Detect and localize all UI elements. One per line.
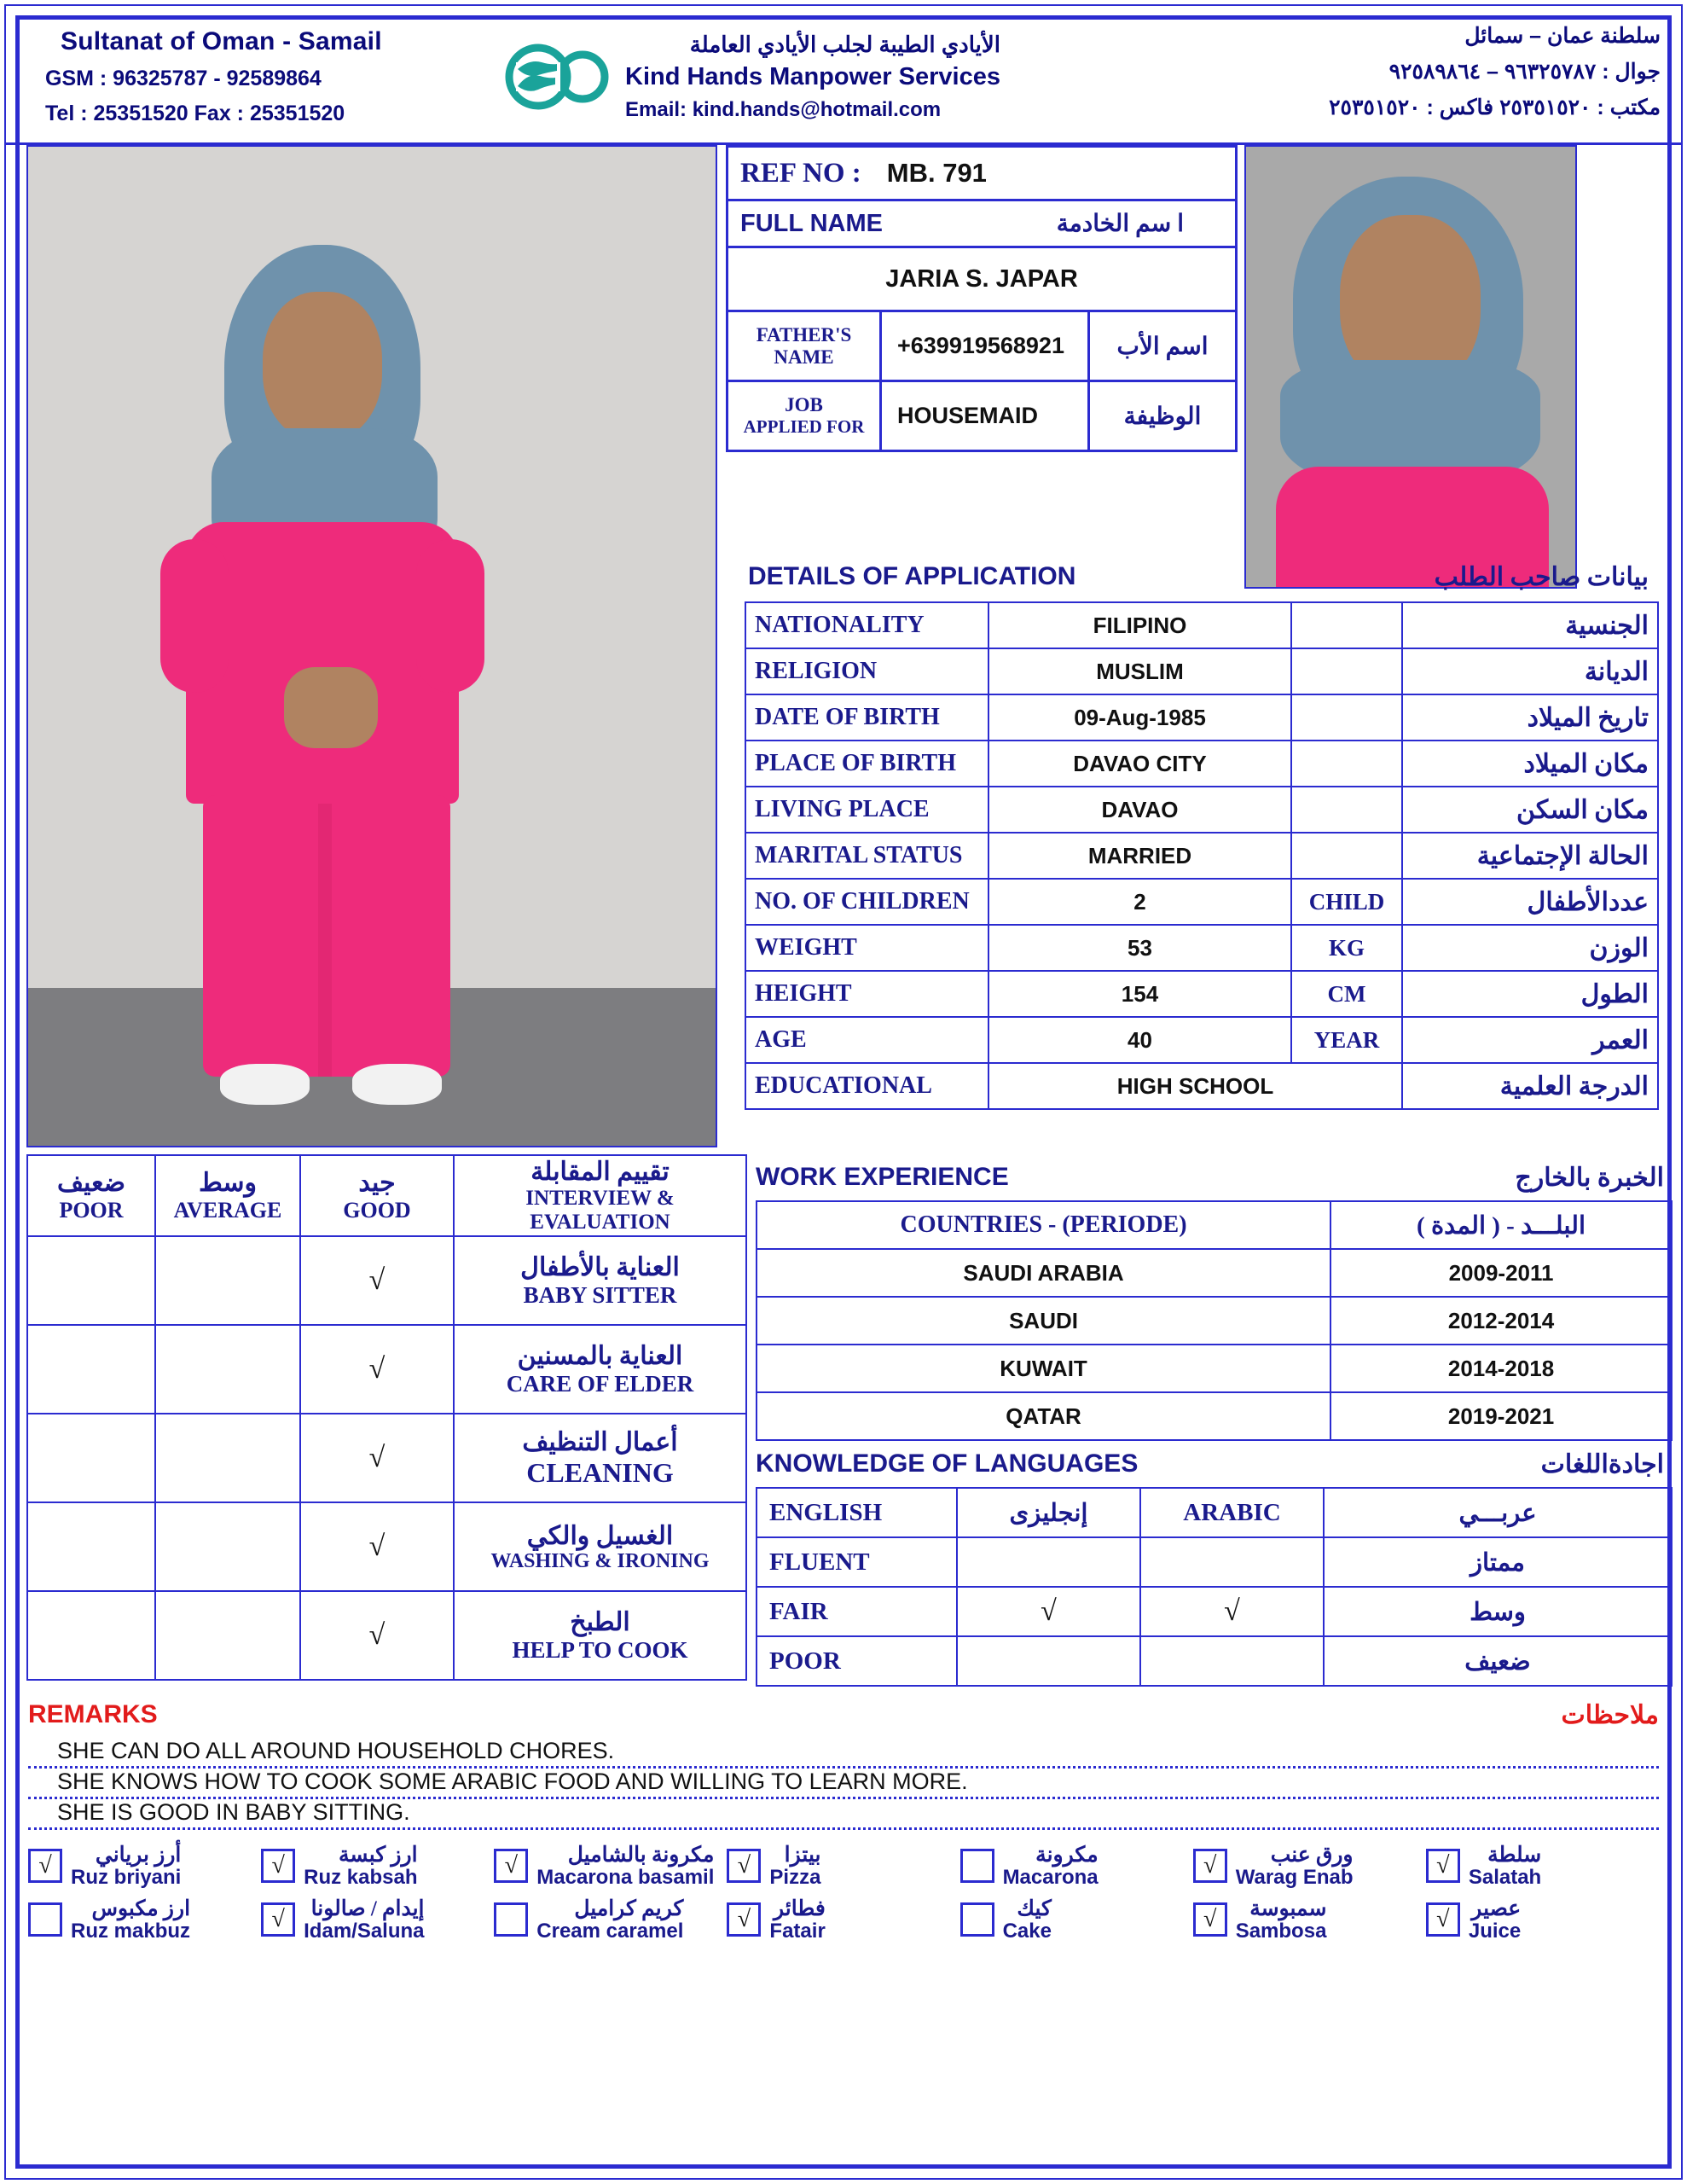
lang-level-fluent-ar: ممتاز: [1324, 1537, 1672, 1587]
work-country: QATAR: [757, 1392, 1330, 1440]
company-email: Email: kind.hands@hotmail.com: [625, 98, 942, 121]
detail-label-en: HEIGHT: [745, 971, 988, 1017]
detail-label-ar: تاريخ الميلاد: [1402, 694, 1658, 741]
remarks-title-ar: ملاحظات: [1561, 1700, 1659, 1729]
table-row: [745, 971, 1658, 1017]
detail-label-en: PLACE OF BIRTH: [745, 741, 988, 787]
languages-title-bar: [756, 1441, 1673, 1487]
food-item-ruz-makbuz[interactable]: ارز مكبوس Ruz makbuz: [28, 1897, 261, 1943]
eval-header-average: وسط AVERAGE: [155, 1155, 300, 1236]
detail-label-en: NATIONALITY: [745, 602, 988, 648]
eval-cell-good[interactable]: √: [300, 1325, 454, 1414]
job-value-cell: [882, 382, 1090, 450]
identity-panel: [726, 145, 1238, 452]
page-inner-border: [4, 4, 1683, 2180]
eval-task-cleaning: أعمال التنظيف CLEANING: [454, 1414, 746, 1502]
full-name-value-box: [726, 246, 1238, 312]
detail-value: MARRIED: [988, 833, 1291, 879]
remarks-title-en: REMARKS: [28, 1700, 158, 1728]
food-item-ruz-kabsah[interactable]: √ ارز كبسة Ruz kabsah: [261, 1844, 494, 1889]
table-row: [745, 694, 1658, 741]
father-name-row: [726, 312, 1238, 382]
lang-header-english-ar: إنجليزى: [957, 1488, 1140, 1537]
lang-cell-arabic-fluent[interactable]: [1140, 1537, 1324, 1587]
eval-cell-poor[interactable]: [27, 1236, 155, 1325]
detail-unit: YEAR: [1291, 1017, 1402, 1063]
table-row: [745, 1017, 1658, 1063]
detail-label-en: MARITAL STATUS: [745, 833, 988, 879]
languages-title-en: KNOWLEDGE OF LANGUAGES: [756, 1449, 1139, 1478]
lang-level-poor-ar: ضعيف: [1324, 1636, 1672, 1686]
detail-value: DAVAO: [988, 787, 1291, 833]
mid-section: [6, 1154, 1681, 1687]
table-row: [27, 1502, 746, 1591]
checkbox-ruz-briyani[interactable]: √: [28, 1849, 62, 1883]
eval-cell-poor[interactable]: [27, 1502, 155, 1591]
checkbox-salatah[interactable]: √: [1426, 1849, 1460, 1883]
detail-label-en: NO. OF CHILDREN: [745, 879, 988, 925]
detail-unit: CM: [1291, 971, 1402, 1017]
work-country: KUWAIT: [757, 1345, 1330, 1392]
checkbox-warag-enab[interactable]: √: [1193, 1849, 1227, 1883]
food-item-idam-saluna[interactable]: √ إيدام / صالونا Idam/Saluna: [261, 1897, 494, 1943]
work-title-bar: [756, 1154, 1673, 1200]
father-name-label-ar: اسم الأب: [1116, 333, 1209, 360]
detail-label-en: AGE: [745, 1017, 988, 1063]
header-left-contact: [26, 27, 504, 126]
detail-unit: [1291, 787, 1402, 833]
company-name-en: Kind Hands Manpower Services: [625, 63, 1000, 90]
table-row: [745, 787, 1658, 833]
remark-line: SHE KNOWS HOW TO COOK SOME ARABIC FOOD AND WILLING TO LEARN MORE.: [28, 1769, 1659, 1799]
company-gsm-ar: جوال : ٩٦٣٢٥٧٨٧ – ٩٢٥٨٩٨٦٤: [1388, 60, 1661, 84]
detail-label-ar: العمر: [1402, 1017, 1658, 1063]
father-name-label-en: FATHER'S NAME: [728, 312, 882, 380]
full-name-label-en: FULL NAME: [740, 209, 884, 237]
details-title-en: DETAILS OF APPLICATION: [748, 562, 1076, 590]
lang-cell-arabic-fair[interactable]: √: [1140, 1587, 1324, 1636]
detail-label-ar: الوزن: [1402, 925, 1658, 971]
job-label-en: JOB APPLIED FOR: [728, 382, 882, 450]
eval-cell-average[interactable]: [155, 1414, 300, 1502]
checkbox-fatair[interactable]: √: [727, 1902, 761, 1937]
table-row: [27, 1414, 746, 1502]
food-row-2: [28, 1897, 1659, 1943]
lang-cell-arabic-poor[interactable]: [1140, 1636, 1324, 1686]
father-name-value: +639919568921: [897, 333, 1064, 358]
food-item-sambosa[interactable]: √ سمبوسة Sambosa: [1193, 1897, 1426, 1943]
ref-no-value: MB. 791: [886, 158, 987, 188]
detail-unit: CHILD: [1291, 879, 1402, 925]
food-item-fatair[interactable]: √ فطائر Fatair: [727, 1897, 959, 1943]
eval-cell-poor[interactable]: [27, 1591, 155, 1680]
detail-label-ar: الجنسية: [1402, 602, 1658, 648]
lang-level-poor: POOR: [757, 1636, 957, 1686]
food-item-macarona-basamil[interactable]: √ مكرونة بالشاميل Macarona basamil: [494, 1844, 727, 1889]
detail-label-en: EDUCATIONAL: [745, 1063, 988, 1109]
father-name-value-cell: [882, 312, 1090, 380]
eval-cell-average[interactable]: [155, 1502, 300, 1591]
ref-no-label: REF NO :: [740, 157, 861, 189]
company-tel-fax-ar: مكتب : ٢٥٣٥١٥٢٠ فاكس : ٢٥٣٥١٥٢٠: [1329, 96, 1661, 119]
detail-label-ar: الدرجة العلمية: [1402, 1063, 1658, 1109]
eval-cell-good[interactable]: √: [300, 1591, 454, 1680]
table-row: [757, 1392, 1672, 1440]
detail-value: HIGH SCHOOL: [988, 1063, 1402, 1109]
checkbox-cream-caramel[interactable]: [494, 1902, 528, 1937]
table-row: [757, 1636, 1672, 1686]
detail-value: DAVAO CITY: [988, 741, 1291, 787]
full-name-header: [726, 201, 1238, 246]
checkbox-idam-saluna[interactable]: √: [261, 1902, 295, 1937]
work-period: 2012-2014: [1330, 1297, 1672, 1345]
eval-task-help-to-cook: الطبخ HELP TO COOK: [454, 1591, 746, 1680]
eval-cell-good[interactable]: √: [300, 1236, 454, 1325]
full-name-label-ar: ا سم الخادمة: [1056, 211, 1184, 237]
table-row: [757, 1345, 1672, 1392]
checkbox-macarona-basamil[interactable]: √: [494, 1849, 528, 1883]
food-item-cake[interactable]: كيك Cake: [960, 1897, 1193, 1943]
detail-value: 09-Aug-1985: [988, 694, 1291, 741]
eval-cell-poor[interactable]: [27, 1414, 155, 1502]
detail-label-ar: الديانة: [1402, 648, 1658, 694]
work-country: SAUDI ARABIA: [757, 1249, 1330, 1297]
company-location-en: Sultanat of Oman - Samail: [61, 27, 382, 55]
table-row: [745, 925, 1658, 971]
work-col-header-ar: البلـــد - ( المدة ): [1330, 1201, 1672, 1249]
table-row: [757, 1537, 1672, 1587]
table-row: [757, 1201, 1672, 1249]
details-title-bar: [745, 552, 1659, 601]
detail-label-en: RELIGION: [745, 648, 988, 694]
job-value: HOUSEMAID: [897, 403, 1039, 428]
detail-label-ar: مكان السكن: [1402, 787, 1658, 833]
lang-level-fair-ar: وسط: [1324, 1587, 1672, 1636]
full-name-value: JARIA S. JAPAR: [885, 264, 1078, 293]
detail-label-en: LIVING PLACE: [745, 787, 988, 833]
table-row: [745, 602, 1658, 648]
work-title-en: WORK EXPERIENCE: [756, 1163, 1009, 1191]
detail-label-ar: عددالأطفال: [1402, 879, 1658, 925]
work-title-ar: الخبرة بالخارج: [1515, 1163, 1664, 1192]
table-row: [27, 1325, 746, 1414]
lang-cell-english-fair[interactable]: √: [957, 1587, 1140, 1636]
job-label-ar: الوظيفة: [1123, 403, 1202, 430]
food-item-salatah[interactable]: √ سلطة Salatah: [1426, 1844, 1659, 1889]
eval-cell-good[interactable]: √: [300, 1414, 454, 1502]
food-item-cream-caramel[interactable]: كريم كراميل Cream caramel: [494, 1897, 727, 1943]
eval-cell-poor[interactable]: [27, 1325, 155, 1414]
food-item-juice[interactable]: √ عصير Juice: [1426, 1897, 1659, 1943]
work-col-header-en: COUNTRIES - (PERIODE): [757, 1201, 1330, 1249]
hands-logo-icon: [504, 44, 613, 110]
details-table: [745, 601, 1659, 1110]
languages-table: [756, 1487, 1673, 1687]
checkbox-ruz-kabsah[interactable]: √: [261, 1849, 295, 1883]
lang-cell-english-poor[interactable]: [957, 1636, 1140, 1686]
table-row: [27, 1591, 746, 1680]
detail-value: 2: [988, 879, 1291, 925]
header-right-contact-ar: [1294, 23, 1661, 131]
detail-unit: [1291, 694, 1402, 741]
lang-header-english: ENGLISH: [757, 1488, 957, 1537]
remarks-title-bar: [6, 1692, 1681, 1738]
detail-value: 154: [988, 971, 1291, 1017]
lang-cell-english-fluent[interactable]: [957, 1537, 1140, 1587]
food-item-pizza[interactable]: √ بيتزا Pizza: [727, 1844, 959, 1889]
remark-line: SHE IS GOOD IN BABY SITTING.: [28, 1799, 1659, 1830]
checkbox-ruz-makbuz[interactable]: [28, 1902, 62, 1937]
table-row: [27, 1155, 746, 1236]
lang-level-fluent: FLUENT: [757, 1537, 957, 1587]
company-name-ar: الأيادي الطيبة لجلب الأيادي العاملة: [689, 32, 1000, 57]
table-row: [757, 1249, 1672, 1297]
detail-value: 40: [988, 1017, 1291, 1063]
evaluation-section: [26, 1154, 747, 1687]
table-row: [745, 741, 1658, 787]
applicant-face-photo: [1244, 145, 1577, 589]
applicant-full-photo: [26, 145, 717, 1147]
checkbox-cake[interactable]: [960, 1902, 994, 1937]
table-row: [745, 879, 1658, 925]
header-center-branding: [504, 32, 1294, 122]
eval-task-care-of-elder: العناية بالمسنين CARE OF ELDER: [454, 1325, 746, 1414]
company-location-ar: سلطنة عمان – سمائل: [1464, 24, 1661, 48]
lang-header-arabic: ARABIC: [1140, 1488, 1324, 1537]
detail-unit: KG: [1291, 925, 1402, 971]
table-row: [745, 1063, 1658, 1109]
eval-cell-average[interactable]: [155, 1591, 300, 1680]
food-skills-section: [28, 1844, 1659, 1943]
detail-value: FILIPINO: [988, 602, 1291, 648]
document-header: [6, 6, 1681, 142]
checkbox-juice[interactable]: √: [1426, 1902, 1460, 1937]
food-item-macarona[interactable]: مكرونة Macarona: [960, 1844, 1193, 1889]
eval-header-task: تقييم المقابلة INTERVIEW & EVALUATION: [454, 1155, 746, 1236]
table-row: [27, 1236, 746, 1325]
detail-unit: [1291, 741, 1402, 787]
eval-cell-average[interactable]: [155, 1325, 300, 1414]
table-row: [745, 833, 1658, 879]
checkbox-pizza[interactable]: √: [727, 1849, 761, 1883]
detail-label-ar: الطول: [1402, 971, 1658, 1017]
table-row: [757, 1297, 1672, 1345]
eval-cell-good[interactable]: √: [300, 1502, 454, 1591]
table-row: [745, 648, 1658, 694]
food-row-1: [28, 1844, 1659, 1889]
work-experience-table: [756, 1200, 1673, 1441]
food-item-ruz-briyani[interactable]: √ أرز برياني Ruz briyani: [28, 1844, 261, 1889]
table-row: [757, 1488, 1672, 1537]
eval-header-poor: ضعيف POOR: [27, 1155, 155, 1236]
food-item-warag-enab[interactable]: √ ورق عنب Warag Enab: [1193, 1844, 1426, 1889]
detail-label-en: WEIGHT: [745, 925, 988, 971]
detail-unit: [1291, 648, 1402, 694]
eval-cell-average[interactable]: [155, 1236, 300, 1325]
details-title-ar: بيانات صاحب الطلب: [1434, 562, 1649, 591]
work-period: 2014-2018: [1330, 1345, 1672, 1392]
work-language-section: [756, 1154, 1673, 1687]
details-table-body: [745, 602, 1658, 1109]
table-row: [757, 1587, 1672, 1636]
company-gsm: GSM : 96325787 - 92589864: [45, 67, 322, 90]
work-period: 2009-2011: [1330, 1249, 1672, 1297]
detail-value: 53: [988, 925, 1291, 971]
checkbox-sambosa[interactable]: √: [1193, 1902, 1227, 1937]
eval-task-washing-ironing: الغسيل والكي WASHING & IRONING: [454, 1502, 746, 1591]
lang-header-arabic-ar: عربـــي: [1324, 1488, 1672, 1537]
detail-label-ar: مكان الميلاد: [1402, 741, 1658, 787]
evaluation-table: [26, 1154, 747, 1681]
lang-level-fair: FAIR: [757, 1587, 957, 1636]
detail-label-en: DATE OF BIRTH: [745, 694, 988, 741]
job-row: [726, 382, 1238, 452]
eval-task-baby-sitter: العناية بالأطفال BABY SITTER: [454, 1236, 746, 1325]
company-tel-fax: Tel : 25351520 Fax : 25351520: [45, 102, 345, 125]
work-period: 2019-2021: [1330, 1392, 1672, 1440]
detail-unit: [1291, 833, 1402, 879]
remark-line: SHE CAN DO ALL AROUND HOUSEHOLD CHORES.: [28, 1738, 1659, 1769]
detail-unit: [1291, 602, 1402, 648]
eval-header-good: جيد GOOD: [300, 1155, 454, 1236]
details-section: [745, 552, 1659, 1110]
detail-value: MUSLIM: [988, 648, 1291, 694]
ref-no-row: [726, 145, 1238, 201]
detail-label-ar: الحالة الإجتماعية: [1402, 833, 1658, 879]
work-country: SAUDI: [757, 1297, 1330, 1345]
languages-title-ar: اجادةاللغات: [1540, 1449, 1664, 1478]
checkbox-macarona[interactable]: [960, 1849, 994, 1883]
